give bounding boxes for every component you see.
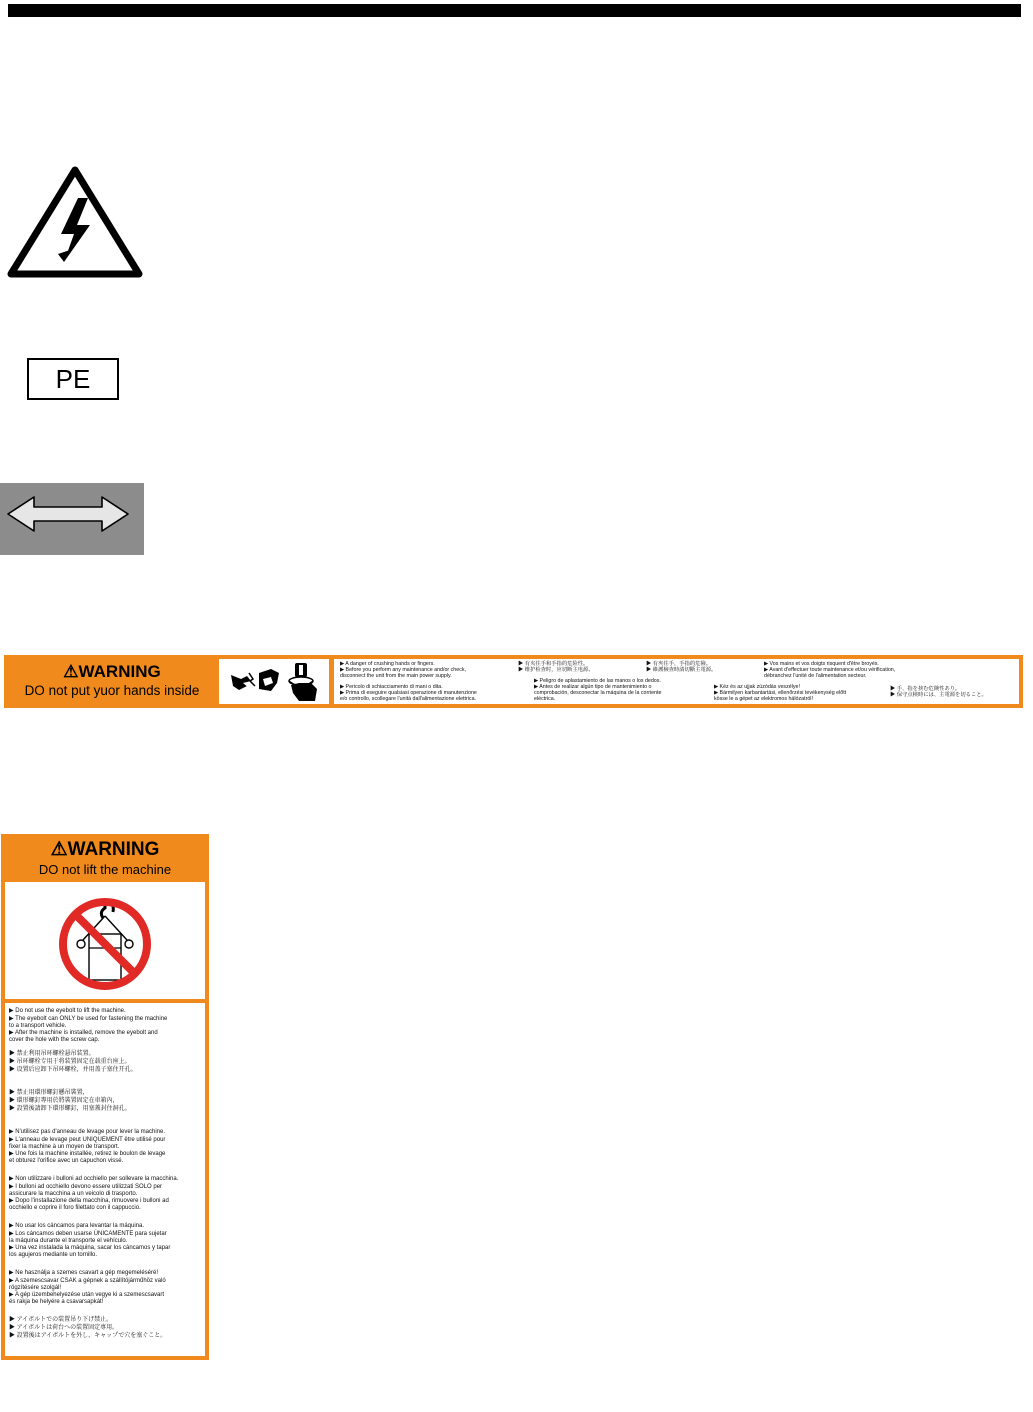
warning-line: la máquina durante el transporte el vehículo.	[9, 1238, 128, 1244]
warning-line: ▶ The eyebolt can ONLY be used for fastening the machine	[9, 1016, 168, 1022]
warning-line: et obturez l'orifice avec un capuchon vissé.	[9, 1158, 124, 1164]
warning-line: ▶ Ne használja a szemes csavart a gép megemeléséré!	[9, 1270, 159, 1276]
warning-line: ▶ Bármilyen karbantartási, ellenőrzési tevékenység előtt	[714, 690, 847, 696]
warning-heading: ⚠WARNING	[50, 839, 160, 860]
high-voltage-icon	[6, 164, 144, 279]
warning-line: ▶ 設置後請卸下環形螺釘，用塞蓋封住洞孔。	[9, 1106, 131, 1112]
warning-heading-area	[10, 660, 214, 703]
warning-line: ▶ Before you perform any maintenance and/or check,	[340, 667, 466, 673]
warning-line: ▶ A danger of crushing hands or fingers.	[340, 661, 435, 667]
warning-heading: ⚠WARNING	[63, 662, 161, 681]
warning-line: ▶ 维护检查时，应切断主电源。	[518, 667, 594, 673]
warning-line: ▶ アイボルトでの装置吊り下げ禁止。	[9, 1317, 113, 1323]
no-lifting-icon	[5, 882, 205, 999]
warning-line: ▶ After the machine is installed, remove the eyebolt and	[9, 1030, 158, 1036]
pe-label: PE	[27, 358, 119, 400]
warning-line: ▶ 環形螺釘專用於將裝置固定在車箱內，	[9, 1098, 119, 1104]
warning-line: ▶ 禁止用環形螺釘懸吊裝置，	[9, 1090, 89, 1096]
warning-subheading: DO not put yuor hands inside	[24, 683, 200, 698]
hand-crush-icon	[219, 659, 329, 704]
warning-line: los agujeros mediante un tornillo.	[9, 1252, 98, 1258]
warning-label-hands	[4, 655, 1023, 708]
warning-line: eléctrica.	[534, 696, 556, 702]
warning-line: cover the hole with the screw cap.	[9, 1037, 100, 1043]
warning-line: ▶ 有夹住手和手指的危险性。	[518, 661, 589, 667]
warning-line: occhiello e coprire il foro filettato con il cappuccio.	[9, 1205, 141, 1211]
warning-line: ▶ No usar los cáncamos para levantar la máquina.	[9, 1223, 145, 1229]
warning-heading-area	[1, 838, 209, 878]
warning-line: comprobación, desconectar la máquina de la corriente	[534, 690, 662, 696]
warning-line: ▶ A szemescsavar CSAK a gépnek a szállítójárműhöz való	[9, 1278, 166, 1284]
warning-line: ▶ 吊环螺栓专用于将装置固定在载重台座上。	[9, 1059, 131, 1065]
warning-line: ▶ 手、指を挟む危険性あり。	[890, 686, 961, 692]
warning-line: to a transport vehicle.	[9, 1023, 67, 1029]
warning-text-block	[334, 659, 1019, 704]
warning-line: rögzítésére szolgál!	[9, 1285, 62, 1291]
warning-line: ▶ 有夾住手，手指的危險。	[646, 661, 712, 667]
warning-line: ▶ アイボルトは荷台への装置固定専用。	[9, 1325, 119, 1331]
warning-line: ▶ Pericolo di schiacciamento di mani o dita.	[340, 684, 443, 690]
warning-line: assicurare la macchina a un veicolo di trasporto.	[9, 1191, 138, 1197]
warning-line: ▶ Avant d'effectuer toute maintenance et/ou vérification,	[764, 667, 896, 673]
warning-line: ▶ Antes de realizar algún tipo de mantenimiento o	[534, 684, 652, 690]
warning-line: ▶ L'anneau de levage peut UNIQUEMENT être utilisé pour	[9, 1137, 166, 1143]
warning-line: ▶ Los cáncamos deben usarse ÚNICAMENTE para sujetar	[9, 1231, 167, 1237]
warning-line: ▶ Kéz és az ujjak zúzódás veszélye!	[714, 684, 800, 690]
warning-line: ▶ Dopo l'installazione della macchina, rimuovere i bulloni ad	[9, 1198, 169, 1204]
warning-line: fixer la machine à un moyen de transport.	[9, 1144, 120, 1150]
warning-line: ▶ N'utilisez pas d'anneau de levage pour lever la machine.	[9, 1129, 165, 1135]
warning-line: e/o controllo, scollegare l'unità dall'alimentazione elettrica.	[340, 696, 476, 702]
warning-label-lifting	[1, 834, 209, 1360]
warning-text-block	[5, 1003, 205, 1356]
warning-line: és rakja be helyére a csavarsapkát!	[9, 1299, 104, 1305]
warning-line: ▶ Vos mains et vos doigts risquent d'être broyés.	[764, 661, 879, 667]
warning-line: ▶ Una vez instalada la máquina, sacar los cáncamos y tapar	[9, 1245, 171, 1251]
warning-line: ▶ 設置後はアイボルトを外し、キャップで穴を塞ぐこと。	[9, 1333, 167, 1339]
warning-line: ▶ 保守点検時には、主電源を切ること。	[890, 692, 987, 698]
warning-line: ▶ Prima di eseguire qualsiasi operazione di manutenzione	[340, 690, 477, 696]
warning-line: ▶ 设置后应卸下吊环螺栓，并用盖子塞住开孔。	[9, 1067, 137, 1073]
top-rule	[8, 4, 1021, 17]
warning-line: kösse le a gépet az elektromos hálózatról!	[714, 696, 813, 702]
warning-line: ▶ I bulloni ad occhiello devono essere utilizzati SOLO per	[9, 1184, 163, 1190]
warning-line: ▶ Peligro de aplastamiento de las manos o los dedos.	[534, 678, 661, 684]
warning-line: disconnect the unit from the main power supply.	[340, 673, 452, 679]
warning-line: ▶ Do not use the eyebolt to lift the machine.	[9, 1008, 126, 1014]
warning-line: ▶ Une fois la machine installée, retirez le boulon de levage	[9, 1151, 166, 1157]
warning-line: débranchez l'unité de l'alimentation secteur.	[764, 673, 867, 679]
warning-line: ▶ A gép üzembehelyezése után vegye ki a szemescsavart	[9, 1292, 165, 1298]
double-arrow-icon	[0, 483, 144, 555]
warning-line: ▶ Non utilizzare i bulloni ad occhiello per sollevare la macchina.	[9, 1176, 179, 1182]
warning-line: ▶ 禁止利用吊环螺栓悬吊装置。	[9, 1051, 95, 1057]
warning-subheading: DO not lift the machine	[38, 862, 172, 877]
warning-line: ▶ 維護檢查時請切斷主電源。	[646, 667, 717, 673]
